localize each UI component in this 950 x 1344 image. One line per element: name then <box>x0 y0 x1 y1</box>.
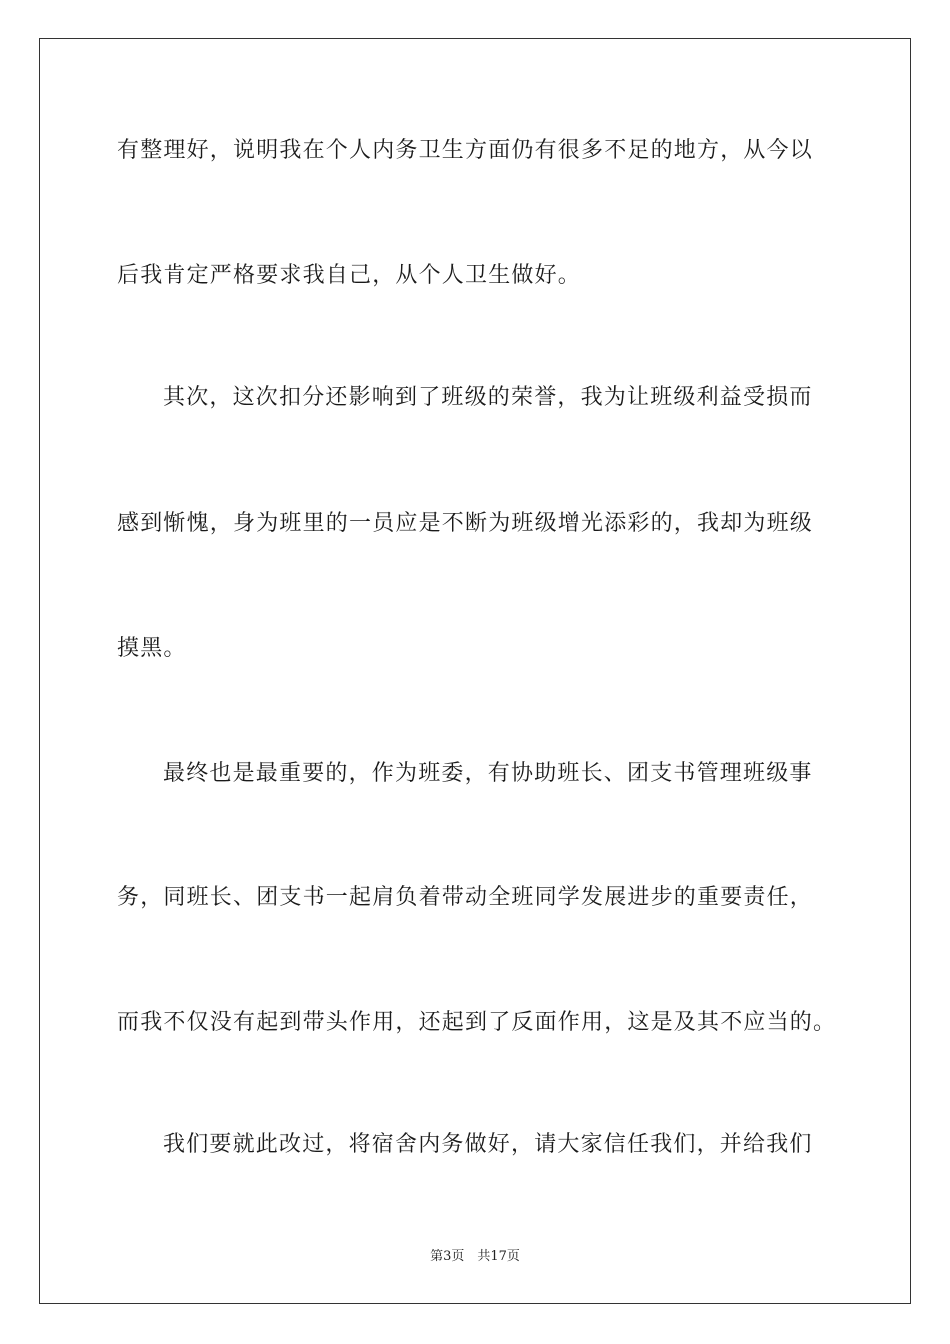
text-line: 感到惭愧，身为班里的一员应是不断为班级增光添彩的，我却为班级 <box>117 511 814 536</box>
text-line: 而我不仅没有起到带头作用，还起到了反面作用，这是及其不应当的。 <box>117 1010 837 1035</box>
text-line: 摸黑。 <box>117 636 187 661</box>
page-number-footer: 第3页 共17页 <box>430 1249 520 1264</box>
text-line: 务，同班长、团支书一起肩负着带动全班同学发展进步的重要责任， <box>117 885 814 910</box>
text-line: 后我肯定严格要求我自己，从个人卫生做好。 <box>117 263 582 288</box>
text-line: 有整理好，说明我在个人内务卫生方面仍有很多不足的地方，从今以 <box>117 138 814 163</box>
paragraph-start-line: 最终也是最重要的，作为班委，有协助班长、团支书管理班级事 <box>163 761 813 786</box>
paragraph-start-line: 其次，这次扣分还影响到了班级的荣誉，我为让班级利益受损而 <box>163 385 813 410</box>
paragraph-start-line: 我们要就此改过，将宿舍内务做好，请大家信任我们，并给我们 <box>163 1132 813 1157</box>
page-border <box>39 38 911 1304</box>
